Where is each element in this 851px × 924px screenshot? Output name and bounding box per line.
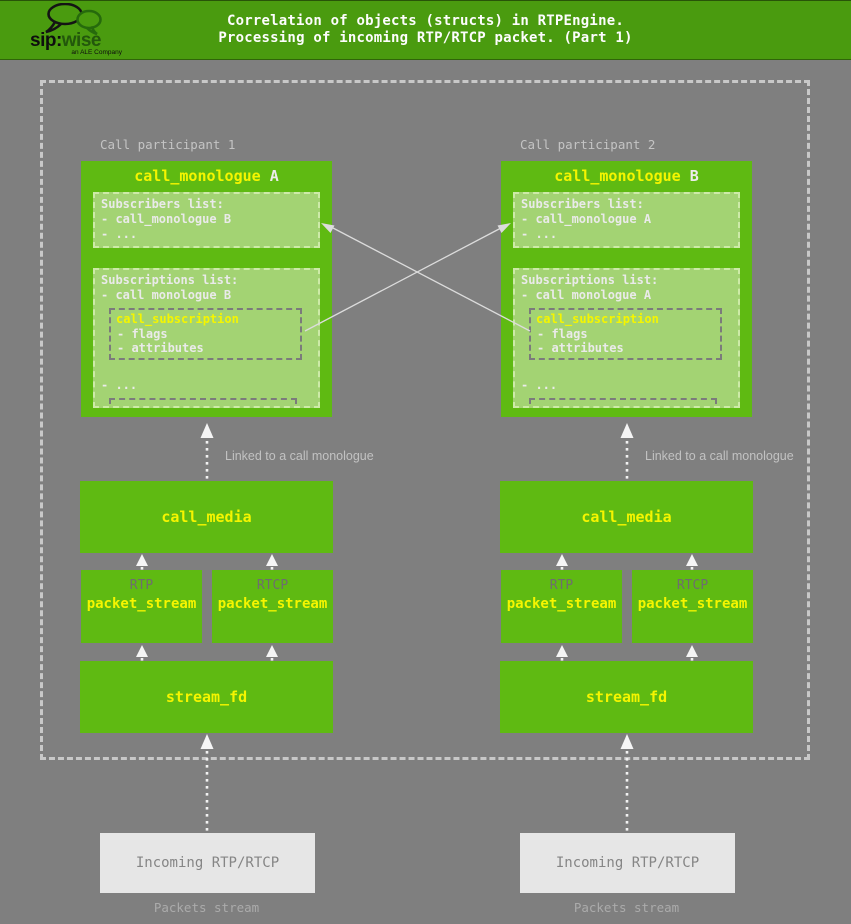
subscription-field: - attributes — [117, 341, 204, 355]
call-media-title: call_media — [581, 508, 672, 526]
subscriptions-box — [513, 268, 740, 408]
subscription-item: - call monologue B — [101, 288, 232, 302]
more-subscriptions-placeholder — [109, 398, 297, 404]
subscriber-item: - call_monologue A — [521, 212, 652, 226]
subscriptions-box — [93, 268, 320, 408]
monologue-letter: B — [689, 167, 699, 185]
participant-1-column — [80, 0, 374, 924]
subscription-field: - attributes — [537, 341, 624, 355]
incoming-label: Incoming RTP/RTCP — [135, 855, 280, 871]
logo-sip-text: sip: — [30, 30, 62, 51]
subscribers-title: Subscribers list: — [101, 197, 224, 211]
stream-fd-title: stream_fd — [165, 688, 248, 706]
subscriptions-title: Subscriptions list: — [101, 273, 239, 287]
stream-fd-title: stream_fd — [585, 688, 668, 706]
more-subscriptions-placeholder — [529, 398, 717, 404]
call-subscription-box — [529, 308, 722, 360]
stream-fd-box — [500, 661, 753, 733]
call-monologue-title — [501, 167, 752, 185]
stream-fd-box — [80, 661, 333, 733]
packets-stream-label: Packets stream — [153, 900, 260, 915]
monologue-name: call_monologue — [554, 167, 690, 185]
subscriber-item: - ... — [521, 227, 558, 241]
title-line-2: Processing of incoming RTP/RTCP packet. (Part 1) — [218, 30, 633, 46]
subscriptions-more: - ... — [101, 378, 138, 392]
call-media-box — [80, 481, 333, 553]
subscription-field: - flags — [117, 327, 168, 341]
call-media-box — [500, 481, 753, 553]
participant-label: Call participant 2 — [520, 137, 656, 152]
subscriber-item: - call_monologue B — [101, 212, 232, 226]
subscriptions-title: Subscriptions list: — [521, 273, 659, 287]
subscribers-box — [513, 192, 740, 248]
packet-stream-title: packet_stream — [86, 596, 197, 612]
call-monologue-box — [501, 161, 752, 417]
subscription-field: - flags — [537, 327, 588, 341]
packet-stream-rtcp-box — [632, 570, 753, 643]
monologue-letter: A — [269, 167, 279, 185]
subscribers-box — [93, 192, 320, 248]
packet-stream-rtcp-box — [212, 570, 333, 643]
call-monologue-title — [81, 167, 332, 185]
logo-wise-text: wise — [61, 30, 101, 51]
subscriptions-more: - ... — [521, 378, 558, 392]
rtp-protocol-label: RTP — [549, 578, 574, 593]
packet-stream-title: packet_stream — [506, 596, 617, 612]
call-subscription-title: call_subscription — [116, 312, 239, 326]
packet-stream-title: packet_stream — [637, 596, 748, 612]
title-line-1: Correlation of objects (structs) in RTPEngine. — [227, 13, 624, 29]
logo-tagline: an ALE Company — [71, 49, 122, 56]
participant-2-column — [500, 0, 794, 924]
linked-note: Linked to a call monologue — [645, 449, 794, 463]
participant-label: Call participant 1 — [100, 137, 236, 152]
call-media-title: call_media — [161, 508, 252, 526]
packet-stream-rtp-box — [501, 570, 622, 643]
packet-stream-title: packet_stream — [217, 596, 328, 612]
call-monologue-box — [81, 161, 332, 417]
incoming-packets-box — [100, 833, 315, 893]
subscriber-item: - ... — [101, 227, 138, 241]
subscribers-title: Subscribers list: — [521, 197, 644, 211]
subscription-item: - call monologue A — [521, 288, 652, 302]
incoming-packets-box — [520, 833, 735, 893]
rtcp-protocol-label: RTCP — [676, 578, 709, 593]
rtcp-protocol-label: RTCP — [256, 578, 289, 593]
call-subscription-title: call_subscription — [536, 312, 659, 326]
rtp-protocol-label: RTP — [129, 578, 154, 593]
incoming-label: Incoming RTP/RTCP — [555, 855, 700, 871]
linked-note: Linked to a call monologue — [225, 449, 374, 463]
monologue-name: call_monologue — [134, 167, 270, 185]
call-subscription-box — [109, 308, 302, 360]
packet-stream-rtp-box — [81, 570, 202, 643]
packets-stream-label: Packets stream — [573, 900, 680, 915]
